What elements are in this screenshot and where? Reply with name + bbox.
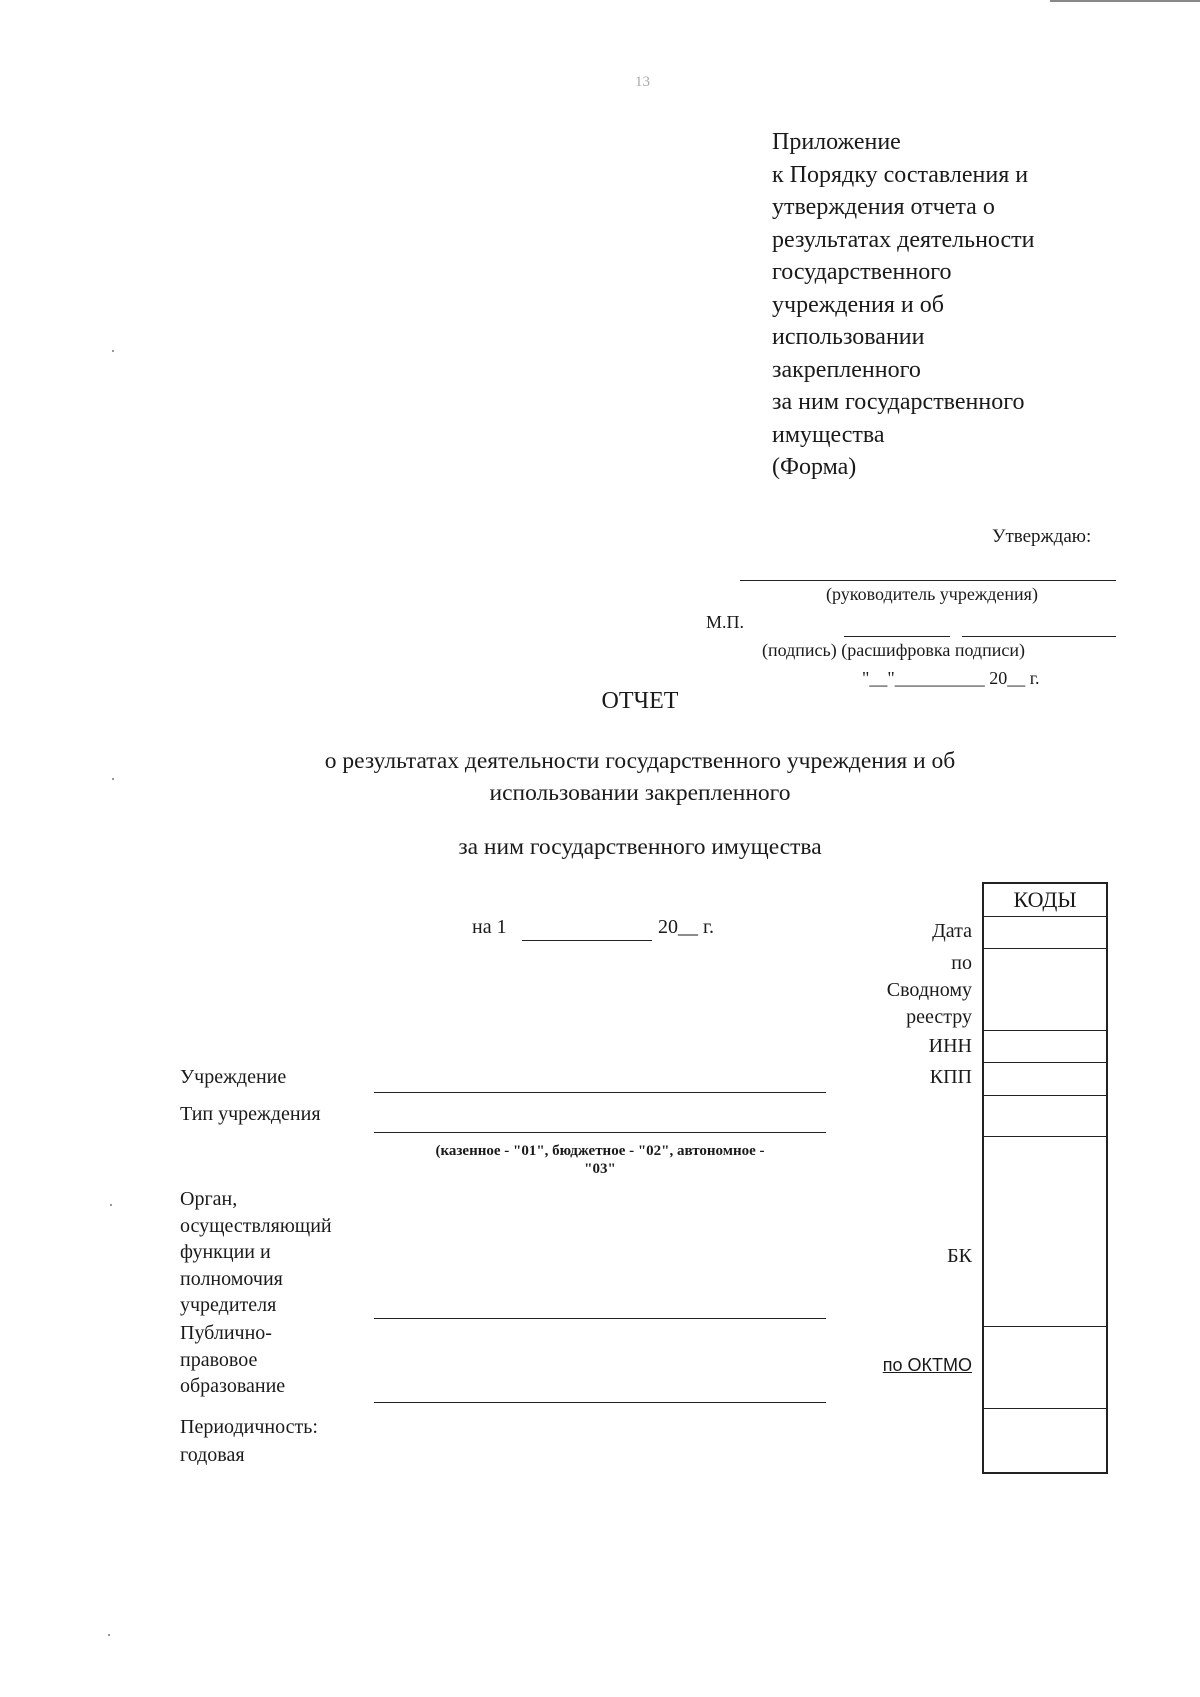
report-title: ОТЧЕТ bbox=[601, 688, 679, 714]
codes-cell-oktmo[interactable] bbox=[984, 1326, 1106, 1327]
approval-date: "__"__________ 20__ г. bbox=[862, 668, 1040, 688]
codes-header: КОДЫ bbox=[1013, 887, 1077, 912]
field-founder-line: полномочия bbox=[180, 1267, 283, 1290]
signature-caption: (подпись) (расшифровка подписи) bbox=[762, 640, 1025, 660]
scan-speck bbox=[112, 778, 114, 780]
codes-cell-periodicity[interactable] bbox=[984, 1408, 1106, 1409]
top-edge-line bbox=[1050, 0, 1200, 2]
appendix-line: за ним государственного bbox=[772, 389, 1025, 415]
field-founder-line-input[interactable] bbox=[374, 1318, 826, 1319]
field-periodicity-value: годовая bbox=[180, 1444, 245, 1466]
field-type-line[interactable] bbox=[374, 1132, 826, 1133]
appendix-line: Приложение bbox=[772, 129, 901, 155]
codes-label-oktmo: по ОКТМО bbox=[882, 1355, 972, 1375]
appendix-line: к Порядку составления и bbox=[772, 161, 1029, 188]
codes-label-kpp: КПП bbox=[929, 1066, 972, 1088]
codes-cell-registry[interactable] bbox=[984, 948, 1106, 949]
report-date-suffix: 20__ г. bbox=[658, 916, 714, 938]
codes-cell-inn[interactable] bbox=[984, 1030, 1106, 1031]
page-number: 13 bbox=[635, 74, 650, 90]
field-founder-line: функции и bbox=[180, 1241, 271, 1263]
stamp-label: М.П. bbox=[706, 612, 745, 632]
report-subtitle-line3: за ним государственного имущества bbox=[458, 834, 822, 860]
field-founder-line: осуществляющий bbox=[180, 1214, 332, 1237]
codes-label-date: Дата bbox=[932, 920, 972, 942]
field-founder-line: учредителя bbox=[180, 1294, 277, 1316]
field-public-entity-line: Публично- bbox=[180, 1322, 272, 1344]
appendix-line: результатах деятельности bbox=[772, 226, 1035, 253]
appendix-block bbox=[772, 126, 1172, 484]
head-signature-line bbox=[740, 580, 1116, 581]
appendix-line: использовании bbox=[772, 324, 925, 350]
codes-label-registry-1: по bbox=[951, 952, 972, 974]
scan-speck bbox=[112, 350, 114, 352]
appendix-line: (Форма) bbox=[772, 454, 857, 480]
field-institution-label: Учреждение bbox=[180, 1066, 287, 1088]
codes-label-registry-3: реестру bbox=[906, 1006, 972, 1028]
field-institution-line[interactable] bbox=[374, 1092, 826, 1093]
field-founder-line: Орган, bbox=[180, 1188, 238, 1210]
appendix-line: учреждения и об bbox=[772, 291, 944, 318]
codes-cell-kpp[interactable] bbox=[984, 1062, 1106, 1063]
scan-speck bbox=[110, 1204, 112, 1206]
field-type-hint-2: "03" bbox=[584, 1161, 616, 1177]
codes-cell-date[interactable] bbox=[984, 916, 1106, 917]
report-subtitle-line1: о результатах деятельности государственного учреждения и об bbox=[324, 748, 956, 774]
field-public-entity-label bbox=[180, 1320, 285, 1400]
codes-label-bk: БК bbox=[947, 1245, 972, 1267]
report-subtitle-line2: использовании закрепленного bbox=[489, 780, 791, 806]
codes-cell-type[interactable] bbox=[984, 1095, 1106, 1096]
report-date-blank bbox=[522, 940, 652, 941]
field-public-entity-input[interactable] bbox=[374, 1402, 826, 1403]
codes-label-registry-2: Сводному bbox=[886, 979, 972, 1001]
field-public-entity-line: образование bbox=[180, 1375, 286, 1397]
approve-label: Утверждаю: bbox=[992, 526, 1092, 547]
field-type-hint-1: (казенное - "01", бюджетное - "02", автономное - bbox=[435, 1143, 765, 1159]
codes-cell-bk[interactable] bbox=[984, 1136, 1106, 1137]
field-public-entity-line: правовое bbox=[180, 1348, 258, 1371]
codes-table bbox=[982, 882, 1108, 1474]
report-date-prefix: на 1 bbox=[472, 916, 507, 938]
field-type-label: Тип учреждения bbox=[180, 1103, 321, 1125]
head-caption: (руководитель учреждения) bbox=[826, 584, 1038, 604]
appendix-line: утверждения отчета о bbox=[772, 194, 995, 220]
scan-speck bbox=[108, 1634, 110, 1636]
codes-label-inn: ИНН bbox=[928, 1035, 972, 1057]
field-periodicity-label: Периодичность: bbox=[180, 1416, 318, 1438]
field-founder-label bbox=[180, 1186, 332, 1319]
appendix-line: имущества bbox=[772, 421, 885, 448]
appendix-line: закрепленного bbox=[772, 356, 921, 383]
appendix-line: государственного bbox=[772, 259, 952, 285]
signature-decode-line bbox=[962, 636, 1116, 637]
signature-line bbox=[844, 636, 950, 637]
